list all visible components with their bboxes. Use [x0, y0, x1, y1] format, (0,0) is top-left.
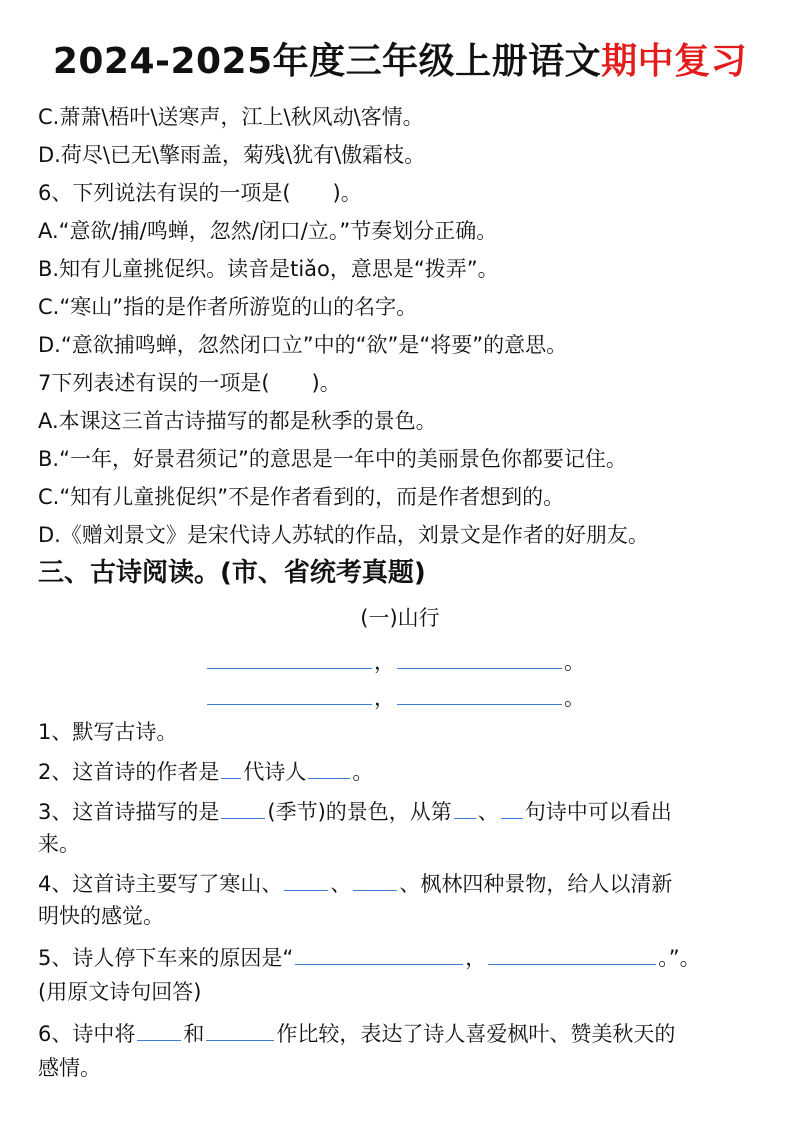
- item-2: [38, 756, 373, 786]
- item-3-text-c: 、: [477, 800, 499, 824]
- section-heading: 三、古诗阅读。(市、省统考真题): [38, 558, 426, 588]
- q6-option-a: A.“意欲/捕/鸣蝉，忽然/闭口/立。”节奏划分正确。: [38, 219, 498, 243]
- item-1: 1、默写古诗。: [38, 720, 178, 744]
- period: 。: [564, 686, 585, 710]
- item-6-cont: 感情。: [38, 1056, 101, 1080]
- item-3-text-b: (季节)的景色，从第: [267, 800, 452, 824]
- q7-option-b: B.“一年，好景君须记”的意思是一年中的美丽景色你都要记住。: [38, 447, 627, 471]
- answer-blank[interactable]: [207, 646, 372, 669]
- answer-blank[interactable]: [454, 796, 476, 819]
- answer-blank[interactable]: [295, 942, 463, 965]
- item-6-text-a: 6、诗中将: [38, 1022, 136, 1046]
- item-2-text-a: 2、这首诗的作者是: [38, 760, 220, 784]
- q5-option-c: C.萧萧\梧叶\送寒声，江上\秋风动\客情。: [38, 105, 424, 129]
- poem-line-2: [205, 682, 585, 712]
- item-5-text-c: 。”。: [658, 946, 701, 970]
- comma: ，: [374, 650, 395, 674]
- q7-stem: 7下列表述有误的一项是( )。: [38, 371, 341, 395]
- answer-blank[interactable]: [308, 756, 350, 779]
- answer-blank[interactable]: [221, 756, 241, 779]
- item-4-cont: 明快的感觉。: [38, 904, 164, 928]
- poem-title: (一)山行: [360, 606, 440, 630]
- q7-option-a: A.本课这三首古诗描写的都是秋季的景色。: [38, 409, 437, 433]
- title-highlight: 期中复习: [601, 41, 748, 82]
- answer-blank[interactable]: [206, 1018, 274, 1041]
- item-3: [38, 796, 672, 826]
- comma: ，: [374, 686, 395, 710]
- q6-stem: 6、下列说法有误的一项是( )。: [38, 181, 362, 205]
- item-4-text-a: 4、这首诗主要写了寒山、: [38, 872, 283, 896]
- q6-option-b: B.知有儿童挑促织。读音是tiǎo，意思是“拨弄”。: [38, 257, 499, 281]
- item-5-text-a: 5、诗人停下车来的原因是“: [38, 946, 294, 970]
- answer-blank[interactable]: [501, 796, 523, 819]
- q7-option-c: C.“知有儿童挑促织”不是作者看到的，而是作者想到的。: [38, 485, 565, 509]
- item-5-note: (用原文诗句回答): [38, 980, 202, 1004]
- answer-blank[interactable]: [207, 682, 372, 705]
- item-4: [38, 868, 672, 898]
- answer-blank[interactable]: [397, 682, 562, 705]
- item-6-text-c: 作比较，表达了诗人喜爱枫叶、赞美秋天的: [276, 1022, 676, 1046]
- answer-blank[interactable]: [221, 796, 265, 819]
- item-3-text-a: 3、这首诗描写的是: [38, 800, 220, 824]
- item-5-text-b: ，: [465, 946, 487, 970]
- item-3-cont: 来。: [38, 832, 80, 856]
- answer-blank[interactable]: [284, 868, 328, 891]
- item-3-text-d: 句诗中可以看出: [524, 800, 672, 824]
- answer-blank[interactable]: [488, 942, 656, 965]
- item-4-text-c: 、枫林四种景物，给人以清新: [399, 872, 673, 896]
- item-2-text-b: 代诗人: [243, 760, 307, 784]
- page-title: [0, 38, 800, 86]
- answer-blank[interactable]: [353, 868, 397, 891]
- title-main: 2024-2025年度三年级上册语文: [52, 41, 602, 82]
- period: 。: [564, 650, 585, 674]
- q6-option-d: D.“意欲捕鸣蝉，忽然闭口立”中的“欲”是“将要”的意思。: [38, 333, 568, 357]
- poem-line-1: [205, 646, 585, 676]
- item-6: [38, 1018, 675, 1048]
- answer-blank[interactable]: [137, 1018, 181, 1041]
- item-4-text-b: 、: [330, 872, 352, 896]
- item-6-text-b: 和: [183, 1022, 205, 1046]
- answer-blank[interactable]: [397, 646, 562, 669]
- item-5: [38, 942, 701, 972]
- q5-option-d: D.荷尽\已无\擎雨盖，菊残\犹有\傲霜枝。: [38, 143, 426, 167]
- q7-option-d: D.《赠刘景文》是宋代诗人苏轼的作品，刘景文是作者的好朋友。: [38, 523, 649, 547]
- q6-option-c: C.“寒山”指的是作者所游览的山的名字。: [38, 295, 418, 319]
- item-2-text-c: 。: [352, 760, 374, 784]
